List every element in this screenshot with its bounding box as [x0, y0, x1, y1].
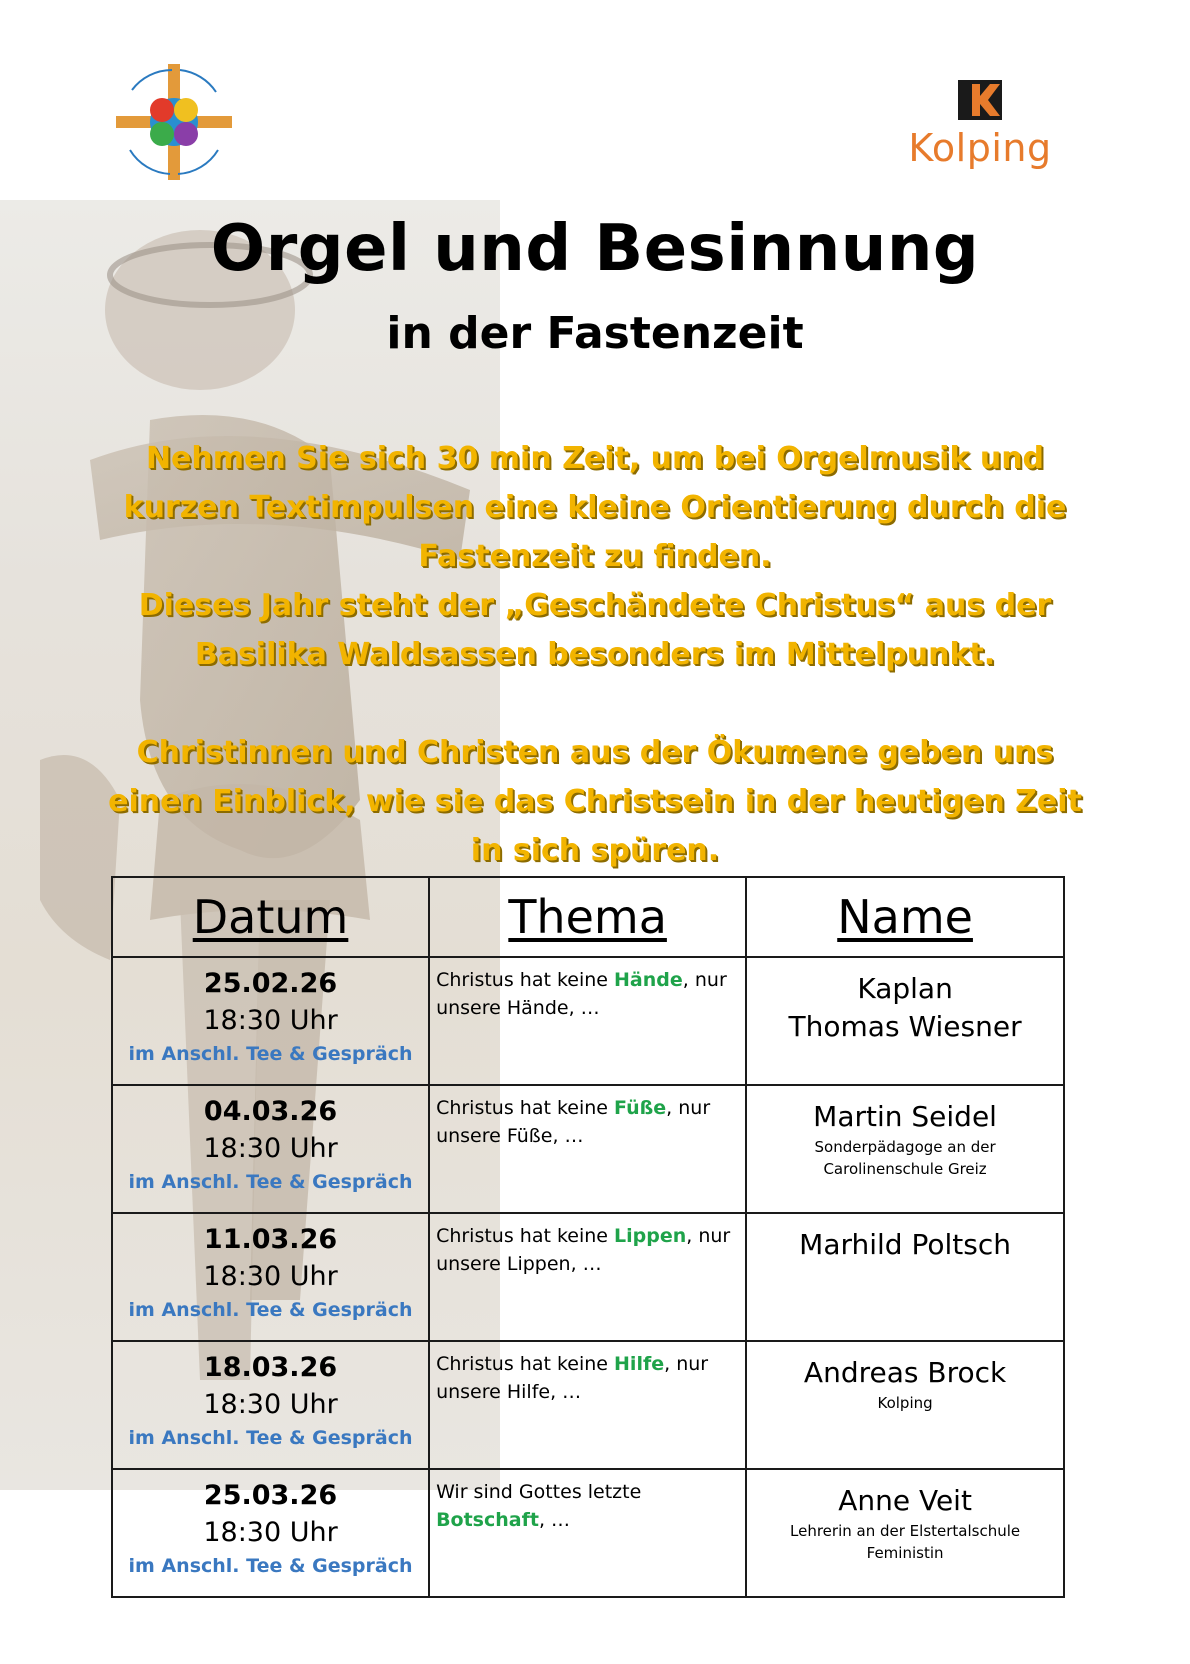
table-row	[112, 1469, 1064, 1597]
intro-line: Fastenzeit zu finden.	[418, 539, 772, 574]
topic-cell	[429, 1469, 746, 1597]
event-time: 18:30 Uhr	[203, 1133, 338, 1164]
topic-cell	[429, 957, 746, 1085]
table-row	[112, 1341, 1064, 1469]
topic-highlight: Hilfe	[614, 1353, 665, 1375]
topic-text: Christus hat keine	[436, 1097, 615, 1119]
topic-text: , nur unsere Lippen, …	[436, 1225, 731, 1275]
date-cell	[112, 1469, 429, 1597]
event-time: 18:30 Uhr	[203, 1005, 338, 1036]
topic-cell	[429, 1341, 746, 1469]
intro-line: Christinnen und Christen aus der Ökumene geben uns	[136, 735, 1054, 770]
intro-line: kurzen Textimpulsen eine kleine Orientierung durch die	[123, 490, 1067, 525]
topic-text: Christus hat keine	[436, 1353, 615, 1375]
intro-text	[60, 434, 1130, 875]
intro-line: Nehmen Sie sich 30 min Zeit, um bei Orgelmusik und	[145, 441, 1045, 476]
speaker-name: Anne Veit	[838, 1484, 972, 1517]
speaker-role: Feministin	[866, 1544, 944, 1562]
header-name: Name	[746, 877, 1064, 957]
header-datum: Datum	[112, 877, 429, 957]
speaker-role: Carolinenschule Greiz	[823, 1160, 987, 1178]
table-header-row	[112, 877, 1064, 957]
event-date: 25.03.26	[203, 1480, 338, 1511]
topic-cell	[429, 1213, 746, 1341]
intro-line: in sich spüren.	[470, 833, 720, 868]
name-cell	[746, 957, 1064, 1085]
event-date: 25.02.26	[203, 968, 338, 999]
name-cell	[746, 1085, 1064, 1213]
topic-text: Wir sind Gottes letzte	[436, 1481, 642, 1503]
topic-highlight: Lippen	[614, 1225, 687, 1247]
event-note: im Anschl. Tee & Gespräch	[128, 1171, 413, 1193]
topic-text: Christus hat keine	[436, 969, 615, 991]
speaker-name: Kaplan	[857, 972, 953, 1005]
event-date: 11.03.26	[203, 1224, 338, 1255]
page-title: Orgel und Besinnung	[210, 212, 980, 286]
event-note: im Anschl. Tee & Gespräch	[128, 1555, 413, 1577]
topic-highlight: Botschaft	[436, 1509, 539, 1531]
intro-line: Dieses Jahr steht der „Geschändete Christus“ aus der	[138, 588, 1052, 623]
kolping-logo	[900, 80, 1060, 180]
intro-line: einen Einblick, wie sie das Christsein in der heutigen Zeit	[108, 784, 1082, 819]
event-date: 04.03.26	[203, 1096, 338, 1127]
event-time: 18:30 Uhr	[203, 1261, 338, 1292]
speaker-role: Lehrerin an der Elstertalschule	[790, 1522, 1021, 1540]
topic-text: Christus hat keine	[436, 1225, 615, 1247]
topic-highlight: Hände	[614, 969, 683, 991]
event-note: im Anschl. Tee & Gespräch	[128, 1427, 413, 1449]
topic-text: , nur unsere Hände, …	[436, 969, 727, 1019]
topic-text: , …	[538, 1509, 571, 1531]
event-time: 18:30 Uhr	[203, 1517, 338, 1548]
date-cell	[112, 957, 429, 1085]
speaker-name: Marhild Poltsch	[799, 1228, 1011, 1261]
event-time: 18:30 Uhr	[203, 1389, 338, 1420]
table-row	[112, 1085, 1064, 1213]
topic-text: , nur unsere Füße, …	[436, 1097, 711, 1147]
page-subtitle: in der Fastenzeit	[386, 308, 804, 359]
name-cell	[746, 1213, 1064, 1341]
date-cell	[112, 1213, 429, 1341]
kolping-logo-text: Kolping	[908, 126, 1052, 170]
topic-text: , nur unsere Hilfe, …	[436, 1353, 709, 1403]
intro-line: Basilika Waldsassen besonders im Mittelpunkt.	[194, 637, 996, 672]
topic-highlight: Füße	[614, 1097, 667, 1119]
schedule-table	[111, 876, 1065, 1598]
name-cell	[746, 1469, 1064, 1597]
date-cell	[112, 1341, 429, 1469]
event-note: im Anschl. Tee & Gespräch	[128, 1299, 413, 1321]
topic-cell	[429, 1085, 746, 1213]
date-cell	[112, 1085, 429, 1213]
event-date: 18.03.26	[203, 1352, 338, 1383]
event-note: im Anschl. Tee & Gespräch	[128, 1043, 413, 1065]
speaker-name: Thomas Wiesner	[788, 1010, 1022, 1043]
speaker-name: Andreas Brock	[803, 1356, 1007, 1389]
pfarrei-st-paulus-logo	[112, 60, 236, 184]
table-row	[112, 957, 1064, 1085]
kolping-k-icon	[958, 80, 1002, 120]
speaker-name: Martin Seidel	[813, 1100, 997, 1133]
name-cell	[746, 1341, 1064, 1469]
header-thema: Thema	[429, 877, 746, 957]
speaker-role: Sonderpädagoge an der	[814, 1138, 996, 1156]
table-row	[112, 1213, 1064, 1341]
speaker-role: Kolping	[877, 1394, 933, 1412]
